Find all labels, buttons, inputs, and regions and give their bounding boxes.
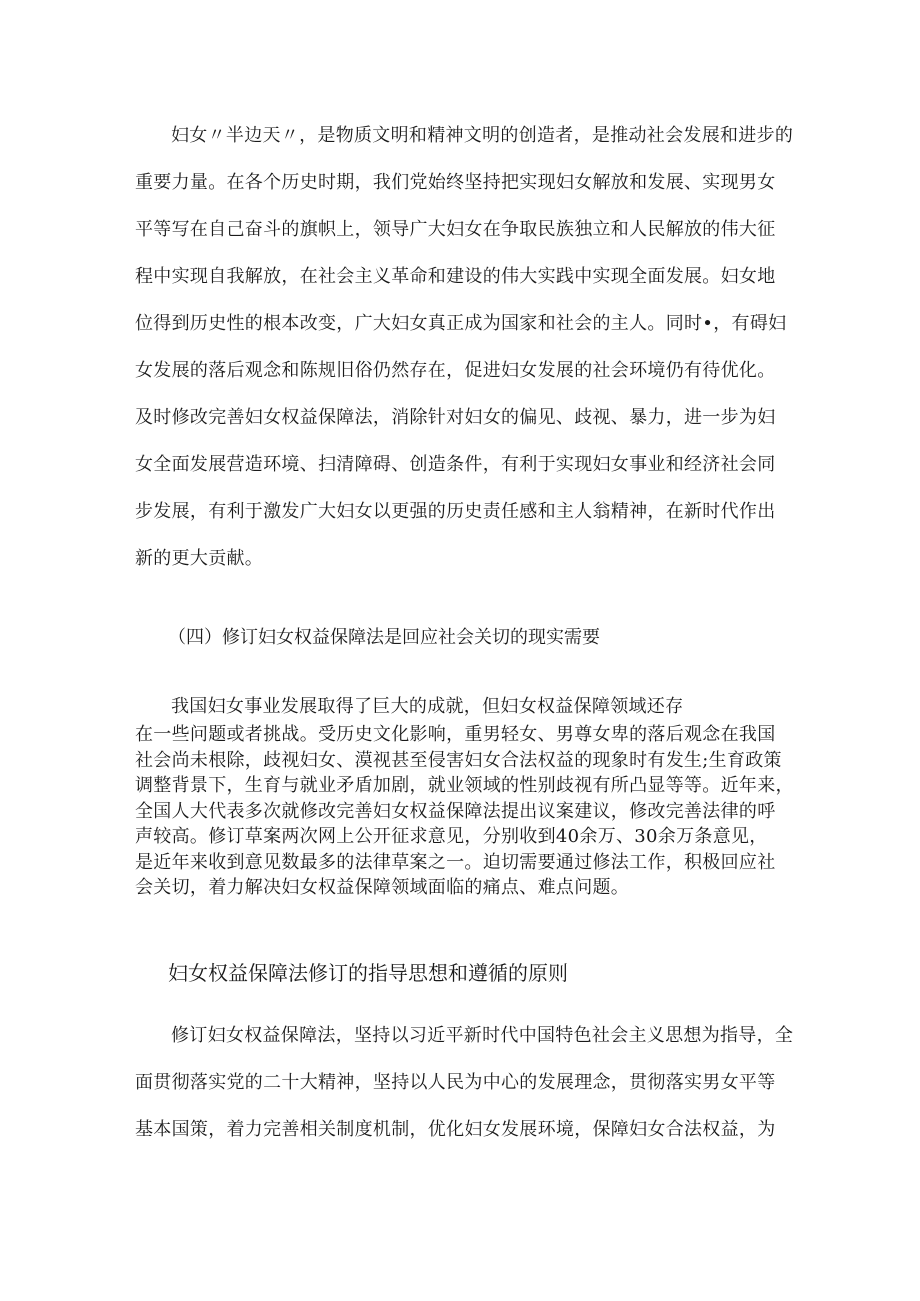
paragraph-achievements — [135, 692, 795, 718]
text-line: 及时修改完善妇女权益保障法，消除针对妇女的偏见、歧视、暴力，进一步为妇 — [135, 407, 776, 428]
paragraph-guiding-thought — [135, 1012, 795, 1153]
text-line: 是近年来收到意见数最多的法律草案之一。迫切需要通过修法工作，积极回应社 — [135, 851, 776, 873]
text-line: 社会尚未根除，歧视妇女、漠视甚至侵害妇女合法权益的现象时有发生;生育政策 — [135, 749, 782, 771]
text-line: 声较高。修订草案两次网上公开征求意见，分别收到40余万、30余万条意见， — [135, 826, 768, 847]
text-line: 位得到历史性的根本改变，广大妇女真正成为国家和社会的主人。同时•，有碍妇 — [135, 313, 787, 334]
section-heading-4: （四）修订妇女权益保障法是回应社会关切的现实需要 — [168, 627, 600, 648]
text-line: 调整背景下，生育与就业矛盾加剧，就业领域的性别歧视有所凸显等等。近年来， — [135, 775, 794, 796]
text-line: 全国人大代表多次就修改完善妇女权益保障法提出议案建议，修改完善法律的呼 — [135, 800, 776, 822]
text-line: 平等写在自己奋斗的旗帜上，领导广大妇女在争取民族独立和人民解放的伟大征 — [135, 219, 776, 240]
text-line: 在一些问题或者挑战。受历史文化影响，重男轻女、男尊女卑的落后观念在我国 — [135, 724, 776, 745]
text-line: 我国妇女事业发展取得了巨大的成就，但妇女权益保障领域还存 — [171, 696, 684, 717]
text-line: 会关切，着力解决妇女权益保障领域面临的痛点、难点问题。 — [135, 877, 630, 898]
text-line: 妇女〃半边天〃，是物质文明和精神文明的创造者，是推动社会发展和进步的 — [171, 125, 794, 146]
section-heading-guiding-principles: 妇女权益保障法修订的指导思想和遵循的原则 — [168, 961, 568, 985]
text-line: 步发展，有利于激发广大妇女以更强的历史责任感和主人翁精神，在新时代作出 — [135, 501, 776, 522]
text-line: 修订妇女权益保障法，坚持以习近平新时代中国特色社会主义思想为指导，全 — [171, 1025, 794, 1046]
text-line: 基本国策，着力完善相关制度机制，优化妇女发展环境，保障妇女合法权益，为 — [135, 1119, 776, 1140]
paragraph-challenges — [135, 722, 795, 901]
text-line: 新的更大贡献。 — [135, 548, 264, 569]
text-line: 女全面发展营造环境、扫清障碍、创造条件，有利于实现妇女事业和经济社会同 — [135, 454, 776, 475]
text-line: 程中实现自我解放，在社会主义革命和建设的伟大实践中实现全面发展。妇女地 — [135, 266, 776, 287]
text-line: 面贯彻落实党的二十大精神，坚持以人民为中心的发展理念，贯彻落实男女平等 — [135, 1072, 776, 1093]
text-line: 女发展的落后观念和陈规旧俗仍然存在，促进妇女发展的社会环境仍有待优化。 — [135, 360, 776, 381]
text-line: 重要力量。在各个历史时期，我们党始终坚持把实现妇女解放和发展、实现男女 — [135, 172, 776, 193]
paragraph-women-half-the-sky — [135, 112, 795, 582]
